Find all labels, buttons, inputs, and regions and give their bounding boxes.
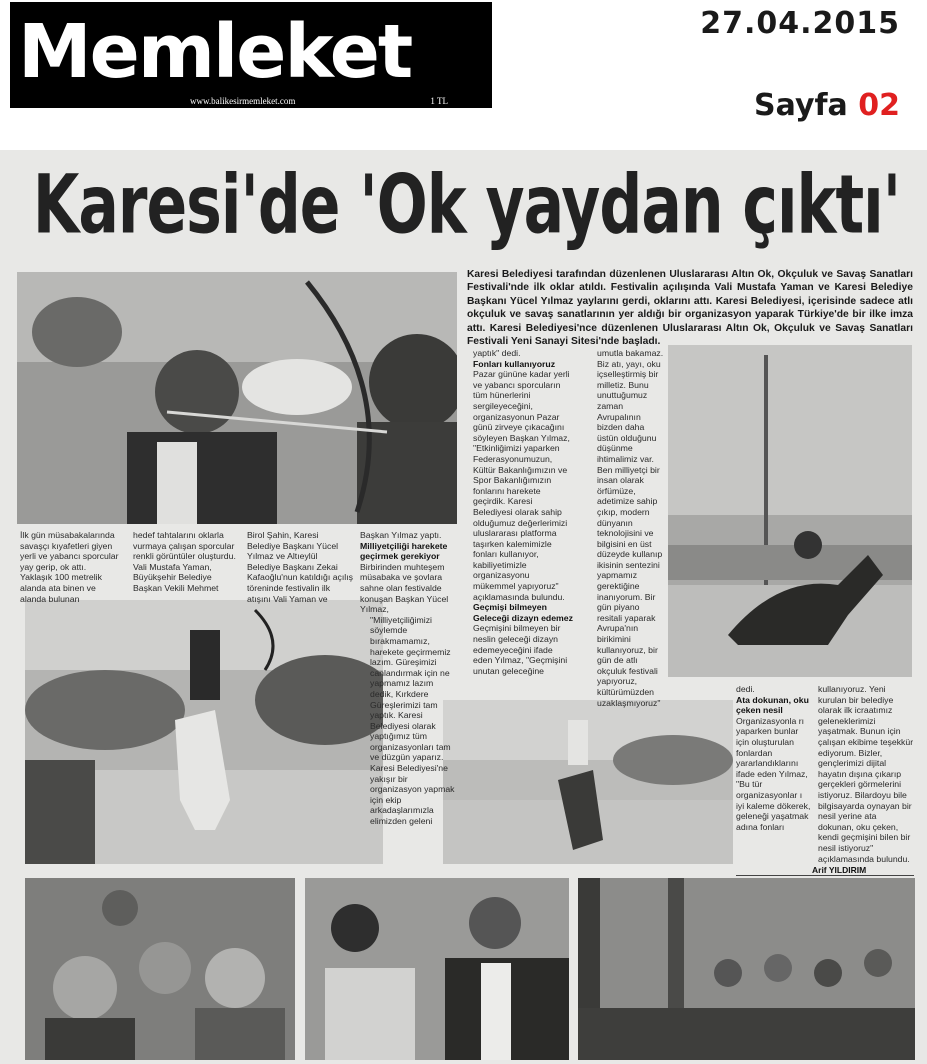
article-lead: Karesi Belediyesi tarafından düzenlenen Uluslararası Altın Ok, Okçuluk ve Savaş Sanatları Festivali'nde ilk oklar atıldı. Festivalin açılışında Vali Mustafa Yaman ve Karesi Belediye Başkanı Yücel Yılmaz yaylarını gerdi, oklarını attı. Karesi Belediyesi, içerisinde sadece atlı okçuluk ve savaş sanatlarının yer aldığı bir organizasyon yaparak Türkiye'de bir ilke imza attı. Karesi Belediyesi'nce düzenlenen Uluslararası Altın Ok, Okçuluk ve Savaş Sanatları Festivali Yeni Sanayi Sitesi'nde başladı. (467, 269, 913, 348)
masthead (10, 2, 492, 108)
newspaper-price: 1 TL (430, 96, 448, 106)
horse-archer-photo (25, 600, 383, 864)
column-7-intro: dedi. (736, 684, 755, 694)
column-4-text-1: Birbirinden muhteşem müsabaka ve şovlara sahne olan festivalde konuşan Başkan Yücel Yılmaz, (360, 561, 449, 615)
subhead-gecmisi: Geçmişi bilmeyen Geleceği dizayn edemez (473, 602, 573, 623)
column-3: Birol Şahin, Karesi Belediye Başkanı Yücel Yılmaz ve Altıeylül Belediye Başkanı Zekai Kafaoğlu'nun katıldığı açılış töreninde festivalin ilk atışını Vali Yaman ve (247, 530, 353, 604)
column-5 (473, 348, 573, 676)
subhead-ata-dokunan: Ata dokunan, oku çeken nesil (736, 694, 809, 716)
column-7 (736, 684, 812, 832)
column-7-text-1: Organizasyonla rı yaparken bunlar için oluşturulan fonlardan yararlandıklarını ifade eden Yılmaz, "Bu tür organizasyonlar ı iyi kaleme dökerek, geleneği yaşatmak adına fonları (736, 715, 811, 832)
interview-photo (305, 878, 569, 1060)
column-1: İlk gün müsabakalarında savaşçı kıyafetleri giyen yerli ve yabancı sporcular yay gerip, ok attı. Yaklaşık 100 metrelik alanda ata binen ve alanda bulunan (20, 530, 119, 604)
subhead-fonlar: Fonları kullanıyoruz (473, 358, 556, 369)
newspaper-logo: Memleket (18, 9, 412, 95)
column-5-intro: yaptık" dedi. (473, 348, 521, 358)
horse-rider-photo (443, 700, 733, 864)
issue-date: 27.04.2015 (700, 6, 900, 41)
column-5-text-2: Geçmişini bilmeyen bir neslin geleceği dizayn edemeyeceğini ifade eden Yılmaz, "Geçmişini unutan geleceğine (473, 623, 568, 676)
page-number (754, 88, 900, 123)
column-6: umutla bakamaz. Biz atı, yayı, oku içselleştirmiş bir milletiz. Bunu unuttuğumuz zaman Avrupalının bizden daha üstün olduğunu düşünme ihtimalimiz var. Ben milliyetçi bir insan olarak örfümüze, adetimize sahip çıkıp, modern dünyanın teknolojisini ve bilgisini en üst düzeyde kullanıp ikisinin sentezini yapmamız gerektiğine inanıyorum. Bir gün piyano resitali yaparak Avrupa'nın birikimini kullanıyoruz, bir gün de atlı okçuluk festivali yapıyoruz, kültürümüzden uzaklaşmıyoruz" (597, 348, 664, 708)
column-4-text-2: "Milliyetçiliğimizi söylemde bırakmamamız, harekete geçirmemiz lazım. Güreşimizi canlandırmak için ne yapmamız lazım dedik, Kırkdere Güreşlerimizi tam yaptık. Karesi Belediyesi olarak yaptığımız tüm organizasyonları tam ve düzgün yaparız. Karesi Belediyesi'ne yakışır bir organizasyon yapmak için ekip arkadaşlarımızla elimizden geleni (370, 614, 455, 827)
spectators-photo (578, 878, 915, 1060)
rearing-horse-photo (668, 345, 912, 677)
column-4 (360, 530, 456, 827)
subhead-milliyetcilik: Milliyetçiliği harekete geçirmek gerekiyor (360, 540, 448, 562)
article-headline: Karesi'de 'Ok yaydan çıktı' (32, 158, 901, 253)
page-label: Sayfa (754, 88, 848, 123)
crowd-photo (25, 878, 295, 1060)
page-num: 02 (858, 88, 900, 123)
author-byline: Arif YILDIRIM (812, 865, 867, 875)
column-5-text-1: Pazar gününe kadar yerli ve yabancı sporcuların tüm hünerlerini sergileyeceğini, organizasyonun Pazar günü zirveye çıkacağını söyleyen Başkan Yılmaz, "Etkinliğimizi yaparken Federasyonumuzun, Kültür Bakanlığımızın ve Spor Bakanlığımızın fonlarını harekete geçirdik. Karesi Belediyesi olarak sahip olduğumuz değerlerimizi uluslararası platforma taşırken kalemimizle fonları kullanıyor, kabiliyetimizle organizasyonu mükemmel yapıyoruz" açıklamasında bulundu. (473, 369, 570, 602)
newspaper-url: www.balikesirmemleket.com (190, 96, 296, 106)
column-4-intro: Başkan Yılmaz yaptı. (360, 530, 442, 540)
divider (736, 875, 914, 876)
mayor-archery-photo (17, 272, 457, 524)
column-2: hedef tahtalarını oklarla vurmaya çalışan sporcular renkli görüntüler oluşturdu. Vali Mustafa Yaman, Büyükşehir Belediye Başkan Vekili Mehmet (133, 530, 236, 593)
column-8: kullanıyoruz. Yeni kurulan bir belediye olarak ilk icraatımız geleneklerimizi yaşatmak. Bunun için çalışan ekibime teşekkür ediyorum. Bizler, gençlerimizi dijital hayatın dışına çıkarıp gerçekleri görmelerini istiyoruz. Bilardoyu bile bilgisayarda oynayan bir nesil yerine ata dokunan, oku çeken, kendi geçmişini bilen bir nesil istiyoruz" açıklamasında bulundu. (818, 684, 914, 864)
